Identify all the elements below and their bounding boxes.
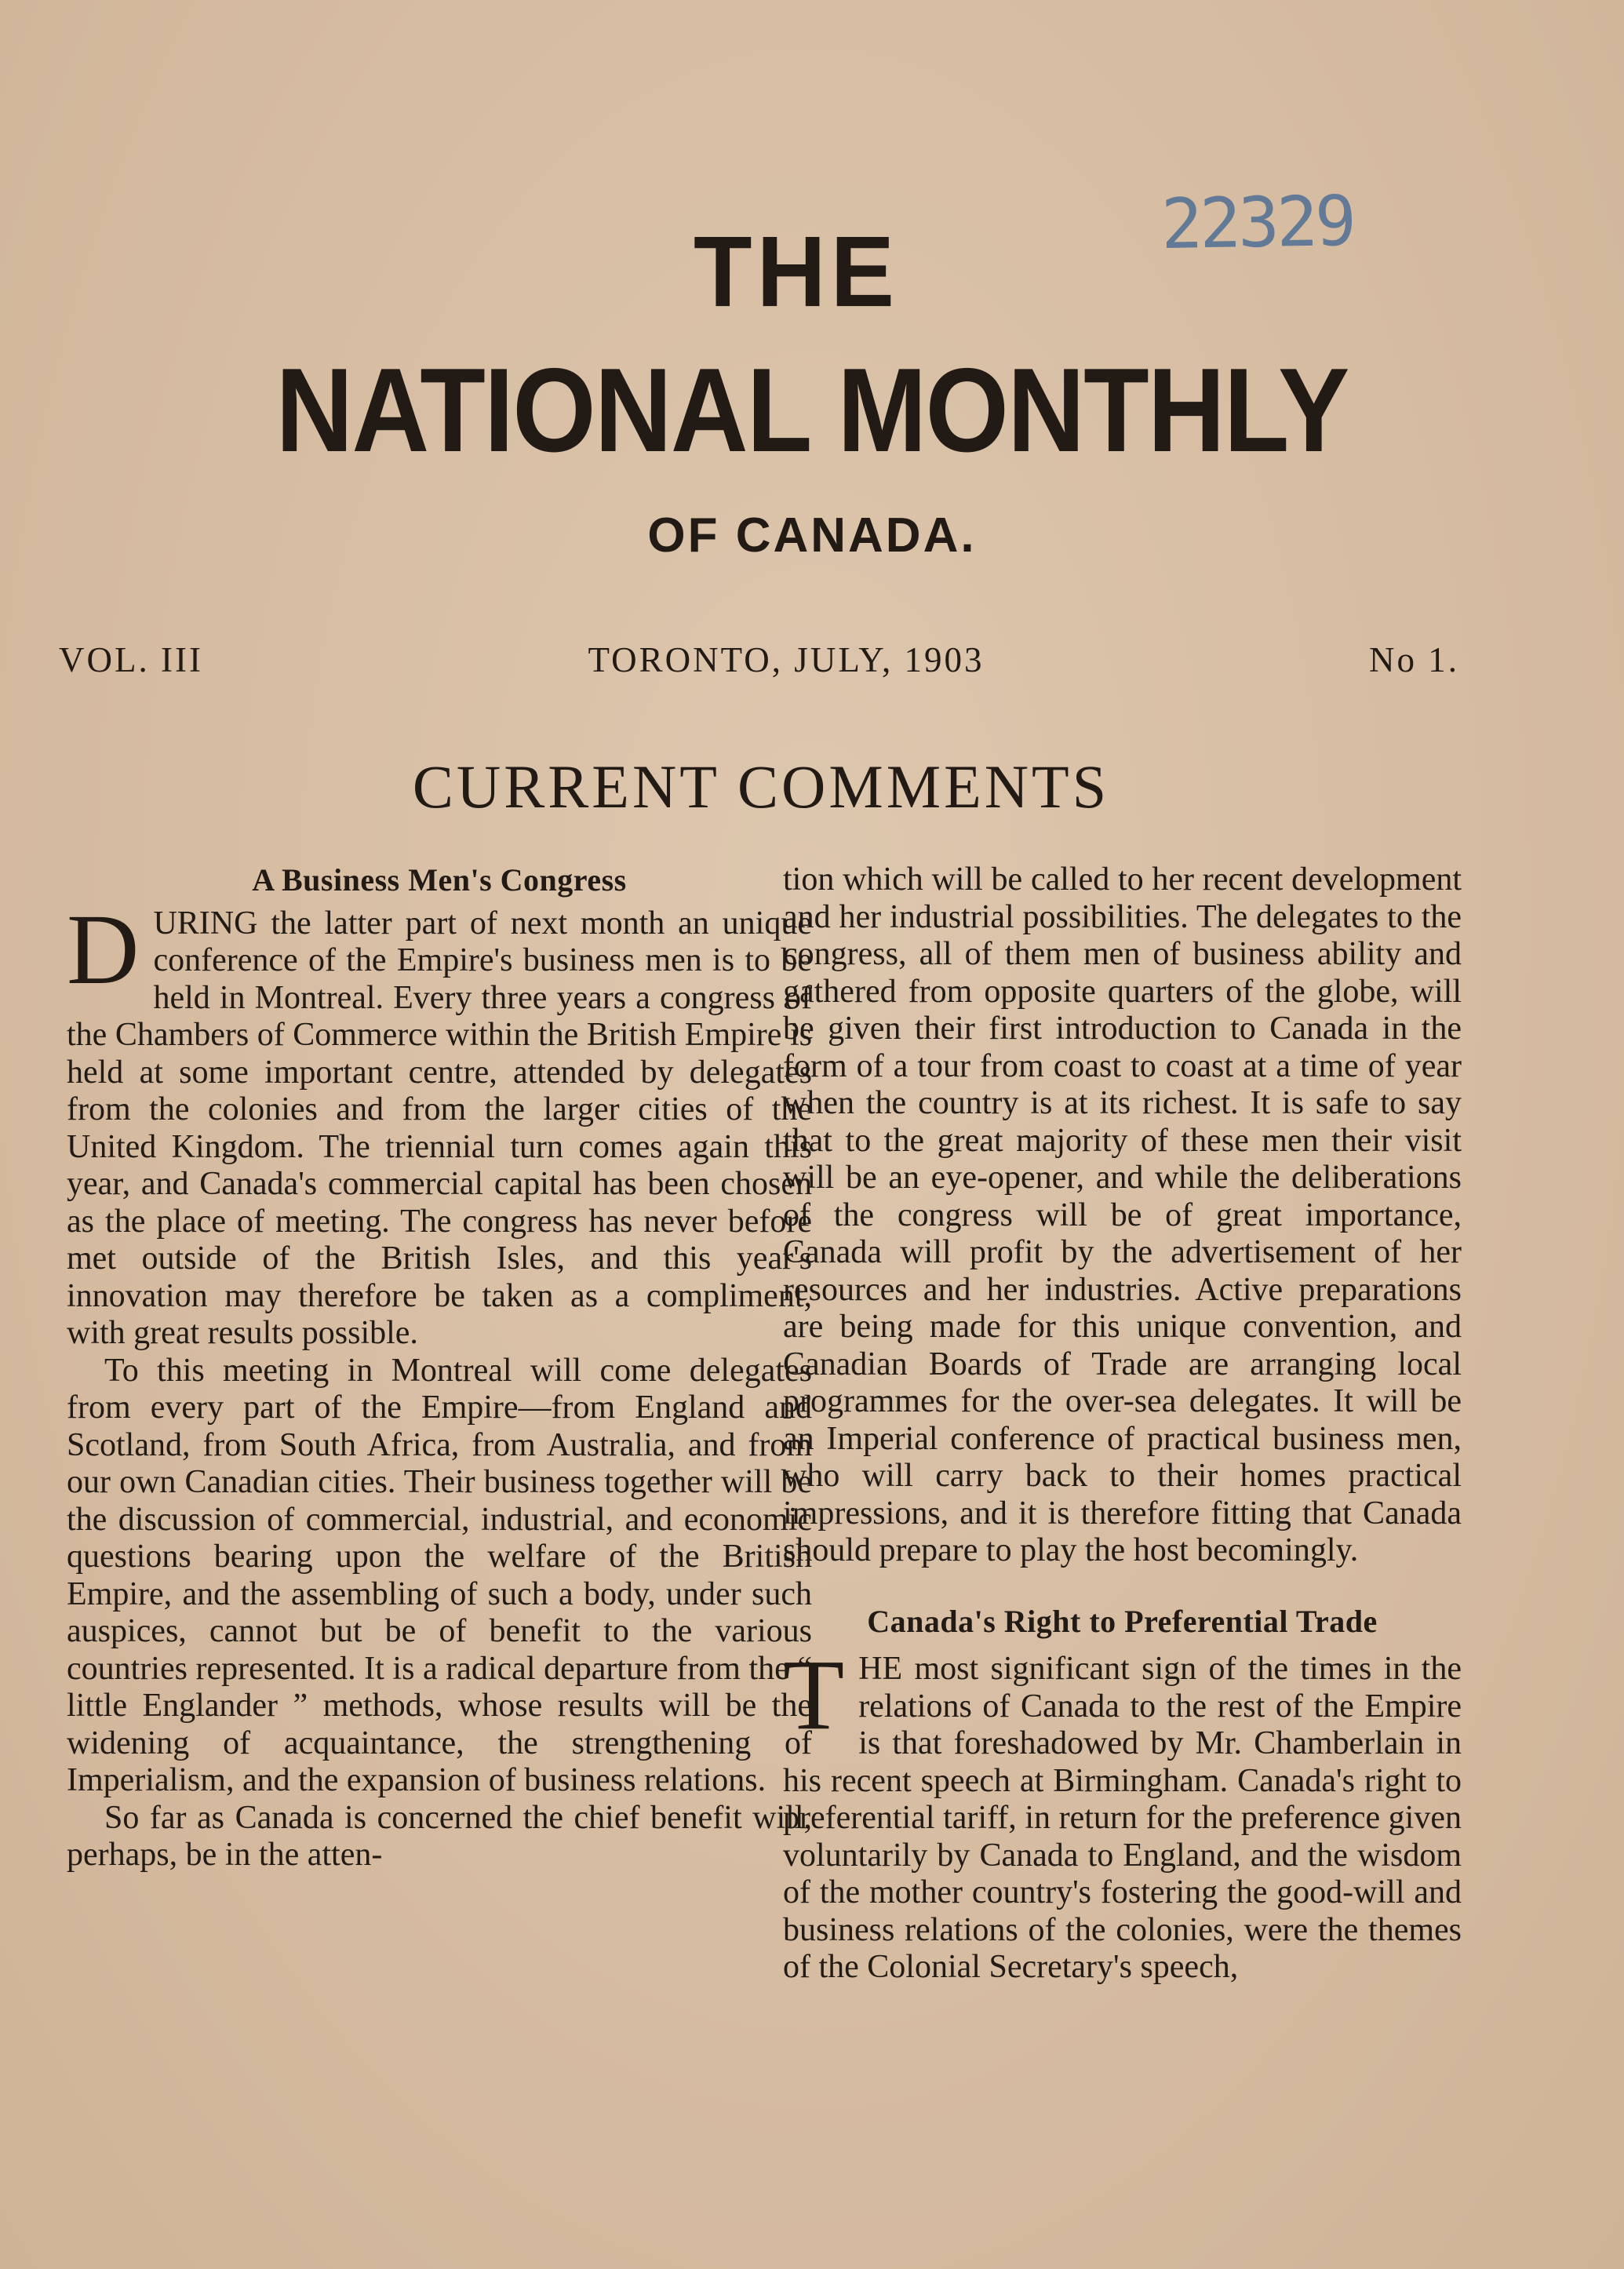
drop-cap: T [783,1639,845,1750]
article-heading: Canada's Right to Preferential Trade [867,1603,1378,1639]
place-date: TORONTO, JULY, 1903 [588,640,985,679]
dateline [59,639,1459,680]
column-left [67,861,812,1874]
section-title: CURRENT COMMENTS [412,752,1110,821]
masthead-subtitle: OF CANADA. [647,508,977,563]
article-paragraph: So far as Canada is concerned the chief benefit will, perhaps, be in the atten- [67,1799,812,1873]
issue-number: No 1. [1369,640,1459,679]
article-paragraph: To this meeting in Montreal will come delegates from every part of the Empire—from England and Scotland, from South Africa, from Australia, and from our own Canadian cities. Their business together will be the discussion of commercial, industrial, and economic questions bearing upon the welfare of the British Empire, and the assembling of such a body, under such auspices, cannot but be of benefit to the various countries represented. It is a radical departure from the “ little Englander ” methods, whose results will be the widening of acquaintance, the strengthening of Imperialism, and the expansion of business relations. [67,1352,812,1798]
paragraph-text: URING the latter part of next month an unique conference of the Empire's business men is to be held in Montreal. Every three years a congress of the Chambers of Commerce within the British Empire is held at some important centre, attended by delegates from the colonies and from the larger cities of the United Kingdom. The triennial turn comes again this year, and Canada's commercial capital has been chosen as the place of meeting. The congress has never before met outside of the British Isles, and this year's innovation may therefore be taken as a compliment, with great results possible. [67,905,812,1351]
article-paragraph [67,893,812,1353]
column-right [783,861,1462,1987]
article-paragraph-continued: tion which will be called to her recent development and her industrial possibilities. The delegates to the congress, all of them men of business ability and gathered from opposite quarters of the globe, will be given their first introduction to Canada in the form of a tour from coast to coast at a time of year when the country is at its richest. It is safe to say that to the great majority of these men their visit will be an eye-opener, and while the deliberations of the congress will be of great importance, Canada will profit by the advertisement of her resources and her industries. Active preparations are being made for this unique convention, and Canadian Boards of Trade are arranging local programmes for the over-sea delegates. It will be an Imperial conference of practical business men, who will carry back to their homes practical impressions, and it is therefore fitting that Canada should prepare to play the host becomingly. [783,861,1462,1568]
volume-label: VOL. III [59,640,203,679]
masthead-title: NATIONAL MONTHLY [275,344,1349,477]
library-stamp-number: 22329 [1160,180,1354,265]
article-paragraph [783,1639,1462,1987]
masthead-the: THE [694,215,899,328]
drop-cap: D [67,893,140,1005]
paragraph-text: HE most significant sign of the times in the relations of Canada to the rest of the Empire is that foreshadowed by Mr. Chamberlain in his recent speech at Birmingham. Canada's right to preferential tariff, in return for the preference given voluntarily by Canada to England, and the wisdom of the mother country's fostering the good-will and business relations of the colonies, were the themes of the Colonial Secretary's speech, [783,1651,1462,1985]
article-heading: A Business Men's Congress [252,862,627,898]
